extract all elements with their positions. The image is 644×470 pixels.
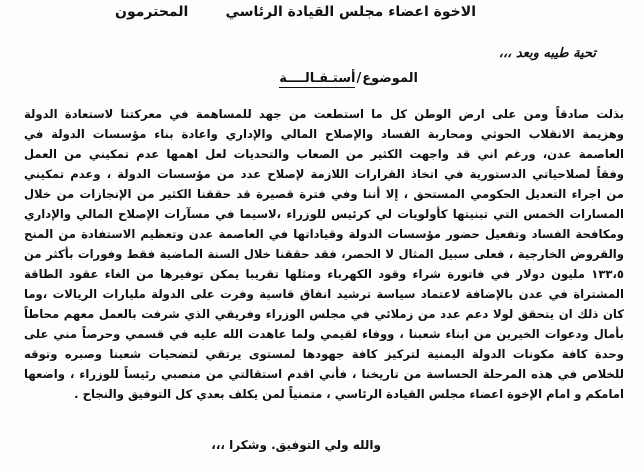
body-line: للخلاص في هذه المرحلة الحساسة من تاريخنا ، فأني اقدم استقالتي من منصبي رئيساً للوزراء ، واضعها xyxy=(24,367,624,381)
body-line: والقروض الخارجية ، فعلى سبيل المثال لا الحصر، فقد حققنا خلال السنة الماضية فقط وفورات بأكثر من xyxy=(24,247,624,261)
letter-body xyxy=(24,104,624,404)
body-line: المشتراة في عدن بالإضافة لاعتماد سياسة ترشيد انفاق قاسية وفرت على الدولة مليارات الريالات ،وما xyxy=(24,287,624,301)
body-line: كان ذلك ان يتحقق لولا دعم عدد من زملائي في مجلس الوزراء وفريقي الذي شرفت بالعمل معهم محاطاً xyxy=(24,307,624,321)
subject-separator: / xyxy=(356,71,362,86)
body-line: وفقاً لصلاحياتي الدستورية في اتخاذ القرارات اللازمة لإصلاح عدد من مؤسسات الدولة ، وعدم تمكيني xyxy=(24,167,624,181)
letter-header xyxy=(0,4,644,26)
closing-line: والله ولي التوفيق. وشكرا ،،، xyxy=(211,438,381,452)
body-line: المسارات الخمس التي تبنيتها كأولويات لي كرئيس للوزراء ،لاسيما في مسآرات الإصلاح المالي والإداري xyxy=(24,207,624,221)
body-line: بذلت صادقاً ومن على ارض الوطن كل ما استطعت من جهد للمساهمة في معركتنا لاستعادة الدولة xyxy=(24,107,624,121)
greeting: تحية طيبه وبعد ،،، xyxy=(498,46,596,61)
subject-value: أستـقـالــــة xyxy=(279,71,356,86)
body-line: وحدة كافة مكونات الدولة اليمنية لتركيز كافة جهودها لمستوى يرتقي لتضحيات شعبنا وصبره وتوقه xyxy=(24,347,624,361)
subject-line xyxy=(279,71,418,86)
body-line: ومكافحة الفساد وتفعيل حضور مؤسسات الدولة وقياداتها في العاصمة عدن وتعظيم الاستفادة من المنح xyxy=(24,227,624,241)
body-line: وهزيمة الانقلاب الحوثي ومحاربة الفساد والإصلاح المالي والإداري واعادة بناء مؤسسات الدولة في xyxy=(24,127,624,141)
body-line: بأمال ودعوات الخيرين من ابناء شعبنا ، ووفاء لقيمي ولما عاهدت الله عليه في قسمي وحرصاً مني على xyxy=(24,327,624,341)
body-line: من اجراء التعديل الحكومي المستحق ، إلا أننا وفي فترة قصيرة قد حققنا الكثير من الإنجازات من خلال xyxy=(24,187,624,201)
addressee: الاخوة اعضاء مجلس القيادة الرئاسي xyxy=(225,4,476,20)
body-line: امامكم و امام الإخوة اعضاء مجلس القيادة الرئاسي ، متمنياً لمن يكلف بعدي كل التوفيق والنجاح . xyxy=(74,387,624,401)
honorific: المحترمون xyxy=(115,4,189,20)
body-line: العاصمة عدن، ورغم اني قد واجهت الكثير من الصعاب والتحديات لعل اهمها عدم تمكيني من العمل xyxy=(24,147,624,161)
body-line: ١٣٣،٥ مليون دولار في فاتورة شراء وقود الكهرباء ومثلها تقريبا يمكن توفيرها من الغاء عقود الطاقة xyxy=(24,267,624,281)
subject-label: الموضوع xyxy=(362,71,418,86)
